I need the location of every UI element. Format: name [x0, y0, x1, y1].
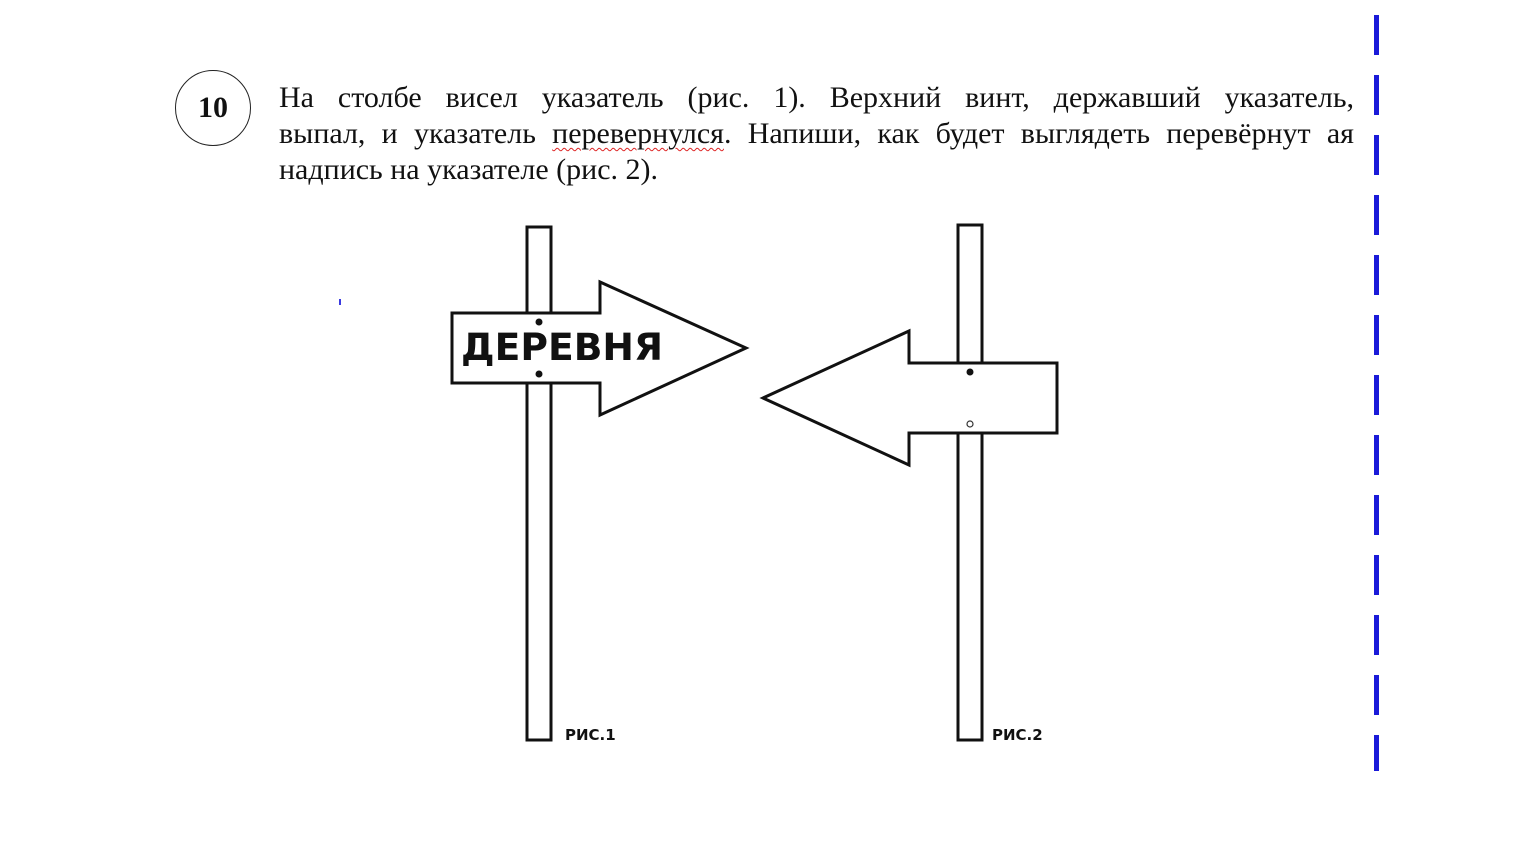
arrow-sign-2	[763, 331, 1057, 465]
task-line-2-start: выпал, и указатель	[279, 117, 553, 150]
screw-bottom-1	[536, 371, 543, 378]
post-1	[527, 227, 551, 740]
caption-2: РИС.2	[992, 726, 1043, 744]
sign-text-1: ДЕРЕВНЯ	[461, 326, 663, 369]
page-margin-line	[1374, 15, 1379, 771]
task-line-2-end: . Напиши, как будет выглядеть перевёрнут ая	[723, 117, 1354, 150]
screw-top-1	[536, 319, 543, 326]
screw-top-2	[967, 369, 974, 376]
task-number: 10	[198, 91, 228, 124]
post-2	[958, 225, 982, 740]
caption-1: РИС.1	[565, 726, 616, 744]
task-line-1: На столбе висел указатель (рис. 1). Верхний винт, державший указатель,	[279, 81, 1354, 114]
screw-hole-2	[967, 421, 973, 427]
spellcheck-word: перевернулся	[552, 117, 724, 150]
task-line-3: надпись на указателе (рис. 2).	[279, 153, 658, 186]
